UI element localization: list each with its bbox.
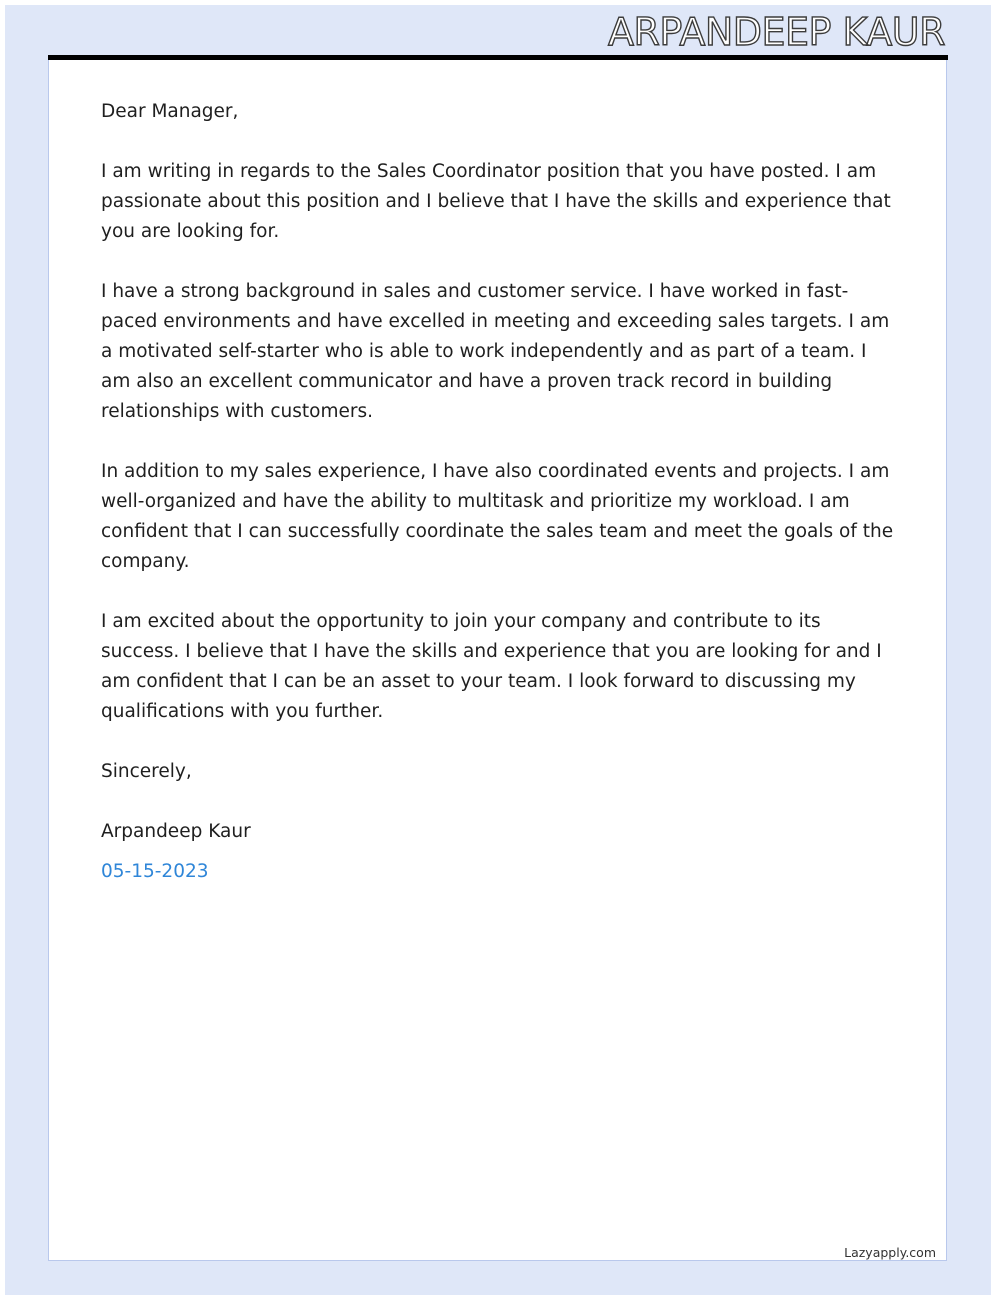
paragraph-closing: I am excited about the opportunity to join your company and contribute to its success. I believe that I have the skills and experience that you are looking for and I am confident that I can be an asset to your team. I look forward to discussing my qualifications with you further. <box>101 611 882 722</box>
footer-credit: Lazyapply.com <box>844 1245 936 1260</box>
cover-letter-body <box>101 97 901 887</box>
paragraph-intro: I am writing in regards to the Sales Coordinator position that you have posted. I am passionate about this position and I believe that I have the skills and experience that you are looking for. <box>101 161 891 242</box>
paragraph-coordination: In addition to my sales experience, I have also coordinated events and projects. I am well-organized and have the ability to multitask and prioritize my workload. I am confident that I can successfully coordinate the sales team and meet the goals of the company. <box>101 461 894 572</box>
letter-sheet <box>48 60 947 1261</box>
salutation: Dear Manager, <box>101 101 239 122</box>
signature-name: Arpandeep Kaur <box>101 821 251 842</box>
applicant-name-heading: ARPANDEEP KAUR <box>607 10 945 54</box>
closing-phrase: Sincerely, <box>101 761 192 782</box>
letter-date: 05-15-2023 <box>101 861 209 882</box>
paragraph-background: I have a strong background in sales and customer service. I have worked in fast-paced environments and have excelled in meeting and exceeding sales targets. I am a motivated self-starter who is able to work independently and as part of a team. I am also an excellent communicator and have a proven track record in building relationships with customers. <box>101 281 890 422</box>
